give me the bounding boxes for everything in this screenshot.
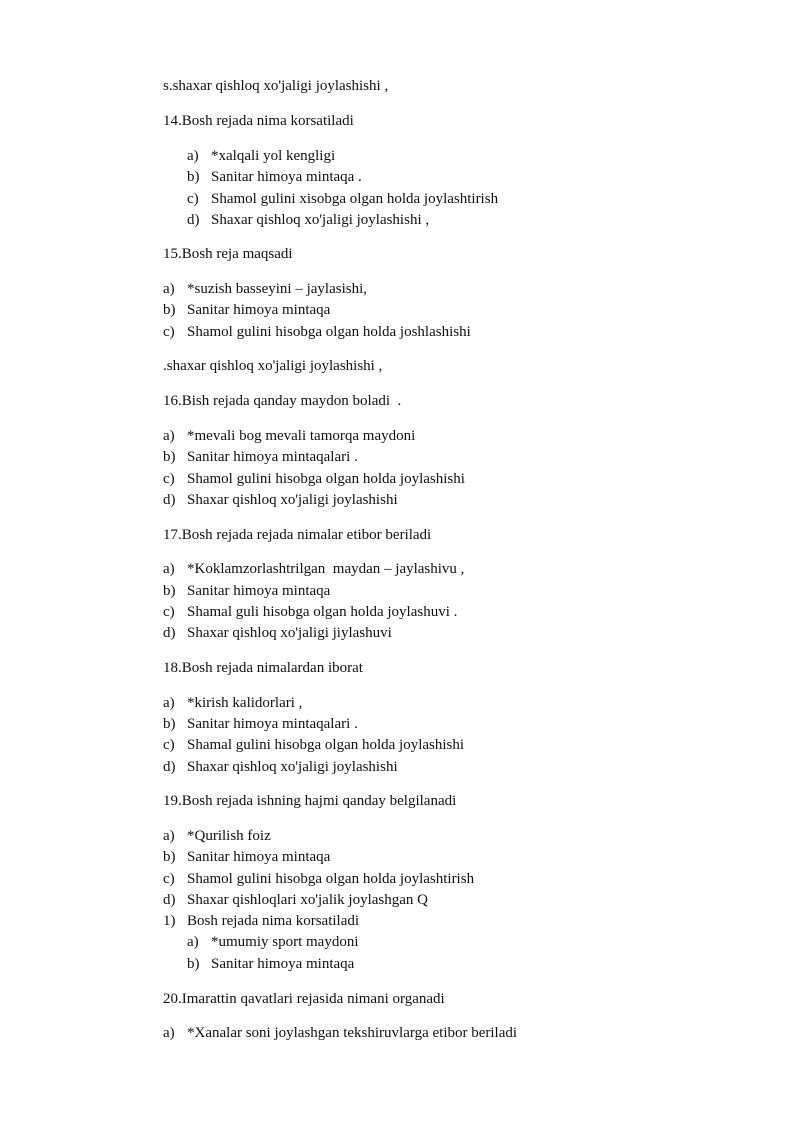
option-line [163,448,358,466]
line-text: Sanitar himoya mintaqa [187,583,331,599]
option-marker: 1) [163,913,176,929]
option-marker: c) [163,737,175,753]
option-line [163,848,330,866]
option-marker: c) [163,871,175,887]
option-line [163,870,474,888]
line-text: 17.Bosh rejada rejada nimalar etibor beriladi [163,527,432,543]
line-text: 14.Bosh rejada nima korsatiladi [163,113,354,129]
text-line [163,357,382,375]
option-marker: b) [163,449,176,465]
question-line [163,792,456,810]
option-marker: a) [163,828,175,844]
option-line [163,491,398,509]
text-line [163,77,388,95]
option-line [163,470,465,488]
option-line [163,694,302,712]
question-line [163,245,293,263]
option-marker: d) [163,892,176,908]
line-text: Shamol gulini xisobga olgan holda joylashtirish [211,191,499,207]
option-marker: d) [163,492,176,508]
line-text: Shaxar qishloq xo'jaligi joylashishi [187,759,398,775]
option-line [163,301,330,319]
question-line [163,990,445,1008]
line-text: Shamol gulini hisobga olgan holda joylashishi [187,471,465,487]
line-text: 16.Bish rejada qanday maydon boladi . [163,393,402,409]
line-text: *Xanalar soni joylashgan tekshiruvlarga etibor beriladi [187,1025,518,1041]
line-text: s.shaxar qishloq xo'jaligi joylashishi , [163,78,389,94]
option-marker: d) [163,625,176,641]
line-text: Shaxar qishloqlari xo'jalik joylashgan Q [187,892,428,908]
line-text: 15.Bosh reja maqsadi [163,246,293,262]
option-marker: b) [163,583,176,599]
line-text: Sanitar himoya mintaqa [187,302,331,318]
line-text: *umumiy sport maydoni [211,934,359,950]
option-line [163,323,471,341]
option-line [163,582,330,600]
line-text: *suzish basseyini – jaylasishi, [187,281,367,297]
line-text: Sanitar himoya mintaqa [187,849,331,865]
option-marker: a) [163,1025,175,1041]
option-marker: c) [163,471,175,487]
line-text: Shamal guli hisobga olgan holda joylashuvi . [187,604,458,620]
option-line [163,736,464,754]
line-text: Shamal gulini hisobga olgan holda joylashishi [187,737,465,753]
option-line [163,827,271,845]
option-line [187,190,498,208]
option-marker: b) [163,302,176,318]
line-text: Shamol gulini hisobga olgan holda joylashtirish [187,871,475,887]
line-text: *Qurilish foiz [187,828,271,844]
option-marker: a) [163,695,175,711]
option-line [163,427,415,445]
line-text: 20.Imarattin qavatlari rejasida nimani organadi [163,991,445,1007]
line-text: Sanitar himoya mintaqalari . [187,716,358,732]
option-line [163,560,464,578]
question-line [163,526,431,544]
option-marker: a) [187,934,199,950]
line-text: 19.Bosh rejada ishning hajmi qanday belgilanadi [163,793,457,809]
option-marker: b) [187,169,200,185]
line-text: *xalqali yol kengligi [211,148,336,164]
option-marker: c) [187,191,199,207]
option-line [187,147,335,165]
option-line [163,280,367,298]
option-marker: b) [187,956,200,972]
option-marker: c) [163,604,175,620]
line-text: Sanitar himoya mintaqa [211,956,355,972]
line-text: Bosh rejada nima korsatiladi [187,913,360,929]
line-text: Sanitar himoya mintaqalari . [187,449,358,465]
line-text: *mevali bog mevali tamorqa maydoni [187,428,416,444]
line-text: Shaxar qishloq xo'jaligi joylashishi [187,492,398,508]
option-line [163,1024,517,1042]
option-marker: b) [163,849,176,865]
option-line [187,955,354,973]
option-marker: b) [163,716,176,732]
option-line [163,912,359,930]
option-line [187,211,429,229]
option-line [187,933,359,951]
option-line [163,715,358,733]
option-line [163,891,428,909]
option-marker: d) [163,759,176,775]
option-line [163,758,398,776]
line-text: *kirish kalidorlari , [187,695,303,711]
line-text: Shaxar qishloq xo'jaligi jiylashuvi [187,625,392,641]
question-line [163,659,363,677]
line-text: 18.Bosh rejada nimalardan iborat [163,660,363,676]
line-text: *Koklamzorlashtrilgan maydan – jaylashivu , [187,561,465,577]
option-marker: a) [163,281,175,297]
option-line [163,603,457,621]
line-text: Shaxar qishloq xo'jaligi joylashishi , [211,212,430,228]
line-text: .shaxar qishloq xo'jaligi joylashishi , [163,358,383,374]
option-marker: a) [163,561,175,577]
option-marker: d) [187,212,200,228]
option-line [187,168,362,186]
option-marker: a) [163,428,175,444]
option-marker: c) [163,324,175,340]
line-text: Sanitar himoya mintaqa . [211,169,362,185]
question-line [163,392,401,410]
line-text: Shamol gulini hisobga olgan holda joshlashishi [187,324,471,340]
option-marker: a) [187,148,199,164]
question-line [163,112,354,130]
option-line [163,624,392,642]
